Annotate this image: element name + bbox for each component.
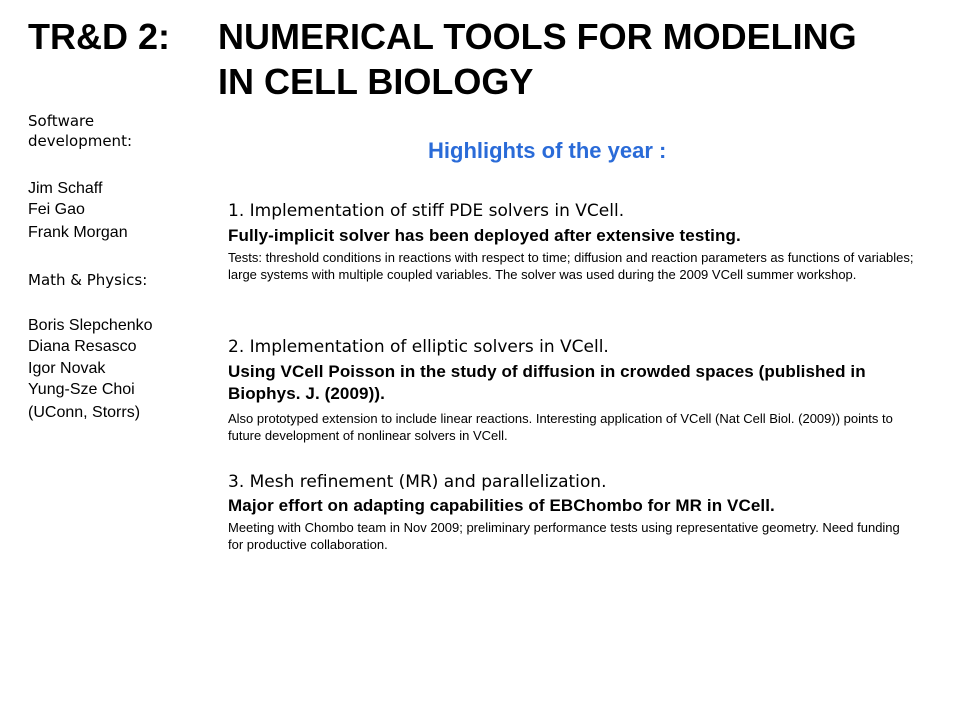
person-name: Boris Slepchenko: [28, 317, 153, 334]
title-line-1: NUMERICAL TOOLS FOR MODELING: [218, 16, 857, 57]
item-2-heading: 2. Implementation of elliptic solvers in VCell.: [228, 337, 609, 357]
item-1-bold: Fully-implicit solver has been deployed after extensive testing.: [228, 226, 741, 245]
person-name: Jim Schaff: [28, 180, 103, 197]
item-3-bold: Major effort on adapting capabilities of EBChombo for MR in VCell.: [228, 496, 775, 515]
software-heading: Software development:: [28, 112, 133, 150]
item-2-bold: Using VCell Poisson in the study of diffusion in crowded spaces (published in Biophys. J. (2009)).: [228, 362, 866, 403]
item-2-detail: Also prototyped extension to include linear reactions. Interesting application of VCell (Nat Cell Biol. (2009)) points to future development of nonlinear solvers in VCell.: [228, 411, 893, 443]
item-3-detail: Meeting with Chombo team in Nov 2009; preliminary performance tests using representative geometry. Need funding for productive collaboration.: [228, 520, 900, 552]
person-name: Frank Morgan: [28, 224, 128, 241]
person-affiliation: (UConn, Storrs): [28, 404, 141, 421]
person-name: Yung-Sze Choi: [28, 381, 135, 398]
person-name: Diana Resasco: [28, 338, 137, 355]
title-prefix: TR&D 2:: [28, 16, 170, 57]
person-name: Igor Novak: [28, 360, 106, 377]
math-heading: Math & Physics:: [28, 271, 148, 289]
item-3-heading: 3. Mesh refinement (MR) and parallelization.: [228, 472, 607, 492]
item-1-detail: Tests: threshold conditions in reactions with respect to time; diffusion and reaction parameters as functions of variables; large systems with multiple coupled variables. The solver was used during the 2009 VCell summer workshop.: [228, 250, 914, 282]
person-name: Fei Gao: [28, 201, 85, 218]
title-line-2: IN CELL BIOLOGY: [218, 61, 534, 102]
highlights-title: Highlights of the year :: [428, 138, 667, 163]
item-1-heading: 1. Implementation of stiff PDE solvers in VCell.: [228, 201, 625, 221]
